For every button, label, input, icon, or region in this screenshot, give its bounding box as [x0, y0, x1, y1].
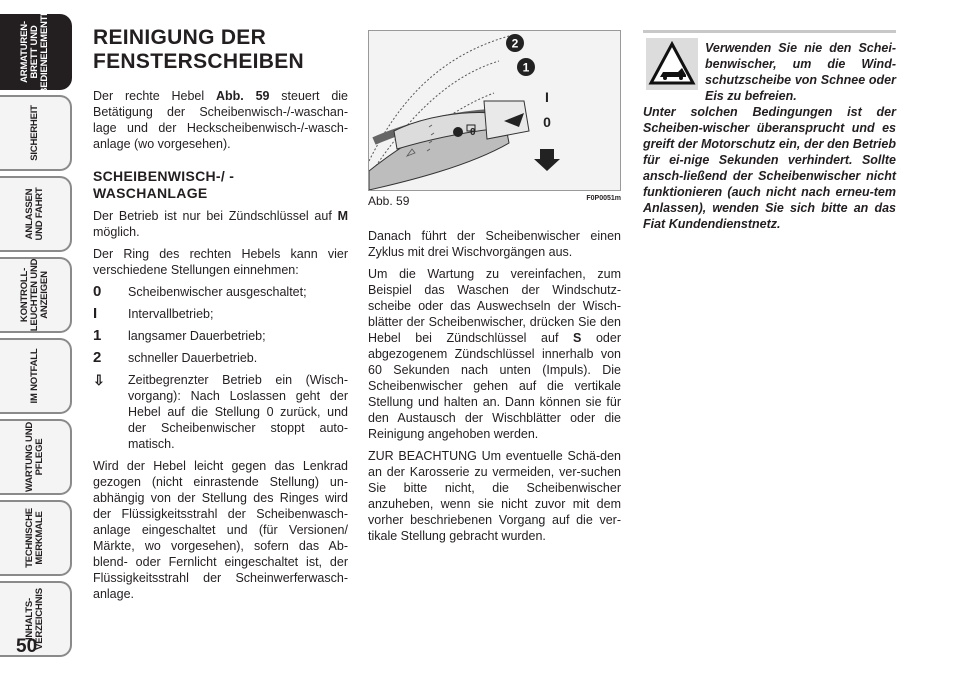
- page-number: 50: [16, 636, 38, 657]
- lever-paragraph: Wird der Hebel leicht gegen das Lenkrad gezogen (nicht einrastende Stellung) un-abhängig von der Stellung des Ringes wird der Flüssigkeitsstrahl der Scheibenwasch-anlage eingeschaltet und (für Versionen/ Märkte, wo vorgesehen), sofern das Ab-blend- oder Fernlicht eingeschaltet ist, der Flüssigkeitsstrahl der Scheinwerferwasch-anlage.: [93, 459, 348, 601]
- tab-technische-merkmale[interactable]: [0, 500, 72, 576]
- svg-text:2: 2: [511, 36, 519, 51]
- list-item: [93, 350, 348, 366]
- figure-code: F0P0051m: [586, 195, 621, 202]
- key-position: S: [573, 331, 582, 345]
- position-text: langsamer Dauerbetrieb;: [128, 329, 266, 343]
- list-item: [93, 328, 348, 344]
- warning-divider: [643, 30, 896, 33]
- position-text: schneller Dauerbetrieb.: [128, 351, 258, 365]
- tab-label: ANLASSEN UND FAHRT: [24, 187, 45, 241]
- page-title: REINIGUNG DER FENSTERSCHEIBEN: [93, 26, 305, 73]
- positions-list: [93, 284, 348, 452]
- ring-paragraph: Der Ring des rechten Hebels kann vier verschiedene Stellungen einnehmen:: [93, 247, 348, 277]
- position-key: 1: [93, 327, 102, 344]
- tab-label: WARTUNG UND PFLEGE: [24, 421, 45, 493]
- wiper-lever-illustration: [369, 31, 620, 190]
- position-key: I: [93, 305, 98, 322]
- section-heading: SCHEIBENWISCH-/ -WASCHANLAGE: [93, 168, 235, 201]
- position-key: 0: [93, 283, 102, 300]
- ignition-paragraph: Der Betrieb ist nur bei Zündschlüssel auf M möglich.: [93, 209, 348, 239]
- tab-wartung[interactable]: [0, 419, 72, 495]
- tab-label: ARMATUREN- BRETT UND BEDIENELEMENTE: [19, 9, 50, 95]
- list-item: [93, 306, 348, 322]
- key-position: M: [337, 209, 348, 223]
- list-item: [93, 284, 348, 300]
- arrow-down-icon: ⇩: [93, 372, 105, 388]
- warning-lead: Verwenden Sie nie den Schei-benwischer, um die Wind-schutzscheibe von Schnee oder Eis zu befreien.: [705, 41, 896, 103]
- figure-caption: Abb. 59 F0P0051m: [368, 194, 621, 208]
- column-middle: [368, 228, 621, 550]
- tab-kontrollleuchten[interactable]: [0, 257, 72, 333]
- svg-text:1: 1: [522, 60, 530, 75]
- tab-label: SICHERHEIT: [29, 105, 40, 161]
- tab-im-notfall[interactable]: [0, 338, 72, 414]
- tab-label: INHALTS- VERZEICHNIS: [24, 588, 45, 650]
- intro-paragraph: Der rechte Hebel Abb. 59 steuert die Betätigung der Scheibenwisch-/-waschan-lage und der Heckscheibenwisch-/-wasch-anlage (wo vorgesehen).: [93, 89, 349, 151]
- maintenance-paragraph: Um die Wartung zu vereinfachen, zum Beispiel das Waschen der Windschutz-scheibe oder das Auswechseln der Wisch-blätter der Scheibenwischer, drücken Sie den Hebel bei Zündschlüssel auf S oder abgezogenem Zündschlüssel innerhalb von 60 Sekunden nach unten (Impuls). Die Scheibenwischer gehen auf die vertikale Stellung und halten an. Dann können sie für den Austausch der Wischblätter oder die Reinigung angehoben werden.: [368, 267, 621, 441]
- interval-label: I: [545, 89, 549, 105]
- position-text: Intervallbetrieb;: [128, 307, 214, 321]
- tab-label: TECHNISCHE MERKMALE: [24, 508, 45, 568]
- figure-wiper-lever: [368, 30, 621, 191]
- figure-reference: Abb. 59: [215, 89, 270, 103]
- zero-label: 0: [543, 114, 551, 130]
- tab-label: KONTROLL- LEUCHTEN UND ANZEIGEN: [19, 258, 50, 332]
- position-text: Zeitbegrenzter Betrieb ein (Wisch-vorgang): Nach Loslassen geht der Hebel auf die Stellung 0 zurück, und der Scheibenwischer stoppt auto-matisch.: [128, 373, 348, 451]
- tab-anlassen[interactable]: [0, 176, 72, 252]
- column-left: [93, 26, 348, 608]
- tab-label: IM NOTFALL: [29, 348, 40, 404]
- tab-sicherheit[interactable]: [0, 95, 72, 171]
- position-key: 2: [93, 349, 102, 366]
- note-paragraph: ZUR BEACHTUNG Um eventuelle Schä-den an der Karosserie zu vermeiden, ver-suchen Sie bitte nicht, die Scheibenwischer anzuheben, wenn sie nicht zuvor mit dem vorher beschriebenen Vorgang auf die ver-tikale Stellung gebracht wurden.: [368, 449, 621, 543]
- warning-rest: Unter solchen Bedingungen ist der Scheiben-wischer überansprucht und es greift der Motorschutz ein, der den Betrieb für ei-nige Sekunden verhindert. Sollte ansch-ließend der Scheibenwischer nicht funktionieren (auch nicht nach erneu-tem Anlassen), wenden Sie sich bitte an das Fiat Kundendienstnetz.: [643, 105, 896, 231]
- dial-zero-label: 0: [470, 127, 476, 138]
- position-text: Scheibenwischer ausgeschaltet;: [128, 285, 307, 299]
- cycle-paragraph: Danach führt der Scheibenwischer einen Zyklus mit drei Wischvorgängen aus.: [368, 229, 621, 259]
- warning-text: [643, 40, 896, 232]
- note-heading: ZUR BEACHTUNG: [368, 449, 477, 463]
- list-item: [93, 372, 348, 452]
- tab-armaturenbrett[interactable]: [0, 9, 72, 95]
- arrow-down-icon: [534, 149, 560, 171]
